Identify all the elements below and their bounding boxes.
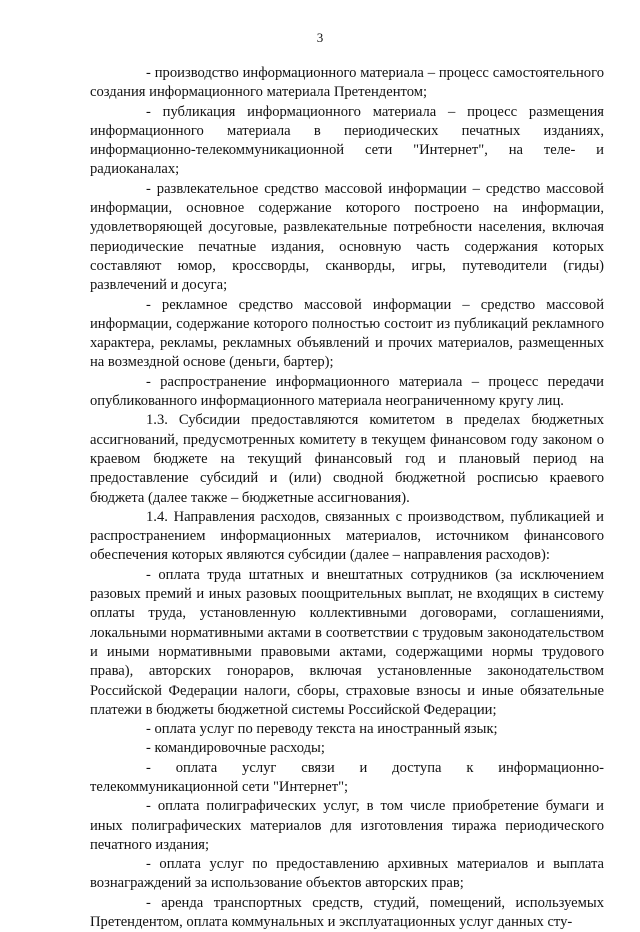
list-item-salaries: - оплата труда штатных и внештатных сотрудников (за исключением разовых премий и иных разовых поощрительных выплат, не входящих в систему оплаты труда, установленную коллективными договорами, соглашениями, локальными нормативными актами в соответствии с трудовым законодательством и иными нормативными правовыми актами, содержащими нормы трудового права), авторских гонораров, включая установленные законодательством Российской Федерации налоги, сборы, страховые взносы и иные обязательные платежи в бюджеты бюджетной системы Российской Федерации;: [90, 566, 604, 718]
list-item-archives: - оплата услуг по предоставлению архивных материалов и выплата вознаграждений за использование объектов авторских прав;: [90, 856, 604, 892]
list-item-travel: - командировочные расходы;: [146, 740, 325, 757]
clause-1-4: 1.4. Направления расходов, связанных с производством, публикацией и распространением информационных материалов, источником финансового обеспечения которых являются субсидии (далее – направления расходов):: [90, 508, 604, 564]
list-item-rent: - аренда транспортных средств, студий, помещений, используемых Претендентом, оплата коммунальных и эксплуатационных услуг данных сту-: [90, 894, 604, 931]
clause-1-3: 1.3. Субсидии предоставляются комитетом в пределах бюджетных ассигнований, предусмотренных комитету в текущем финансовом году законом о краевом бюджете на текущий финансовый год и плановый период на предоставление субсидий и (или) сводной бюджетной росписью краевого бюджета (далее также – бюджетные ассигнования).: [90, 412, 604, 506]
definition-advertising-media: - рекламное средство массовой информации – средство массовой информации, содержание которого полностью состоит из публикаций рекламного характера, рекламы, рекламных объявлений и прочих материалов, размещенных на возмездной основе (деньги, бартер);: [90, 296, 604, 371]
document-body: [90, 64, 604, 932]
definition-entertainment-media: - развлекательное средство массовой информации – средство массовой информации, основное содержание которого построено на информации, удовлетворяющей досуговые, развлекательные потребности населения, включая периодические печатные издания, основную часть содержания которых составляют юмор, кроссворды, сканворды, игры, путеводители (гиды) развлечений и досуга;: [90, 180, 604, 294]
list-item-printing: - оплата полиграфических услуг, в том числе приобретение бумаги и иных полиграфических материалов для изготовления тиража периодического печатного издания;: [90, 798, 604, 853]
page-number: 3: [316, 30, 324, 45]
definition-distribution: - распространение информационного материала – процесс передачи опубликованного информационного материала неограниченному кругу лиц.: [90, 373, 604, 410]
definition-production: - производство информационного материала – процесс самостоятельного создания информационного материала Претендентом;: [90, 65, 604, 101]
list-item-translation: - оплата услуг по переводу текста на иностранный язык;: [146, 721, 498, 738]
definition-publication: - публикация информационного материала – процесс размещения информационного материала в периодических печатных изданиях, информационно-телекоммуникационной сети "Интернет", на теле- и радиоканалах;: [90, 103, 604, 178]
list-item-communication: - оплата услуг связи и доступа к информационно-телекоммуникационной сети "Интернет";: [90, 759, 604, 795]
